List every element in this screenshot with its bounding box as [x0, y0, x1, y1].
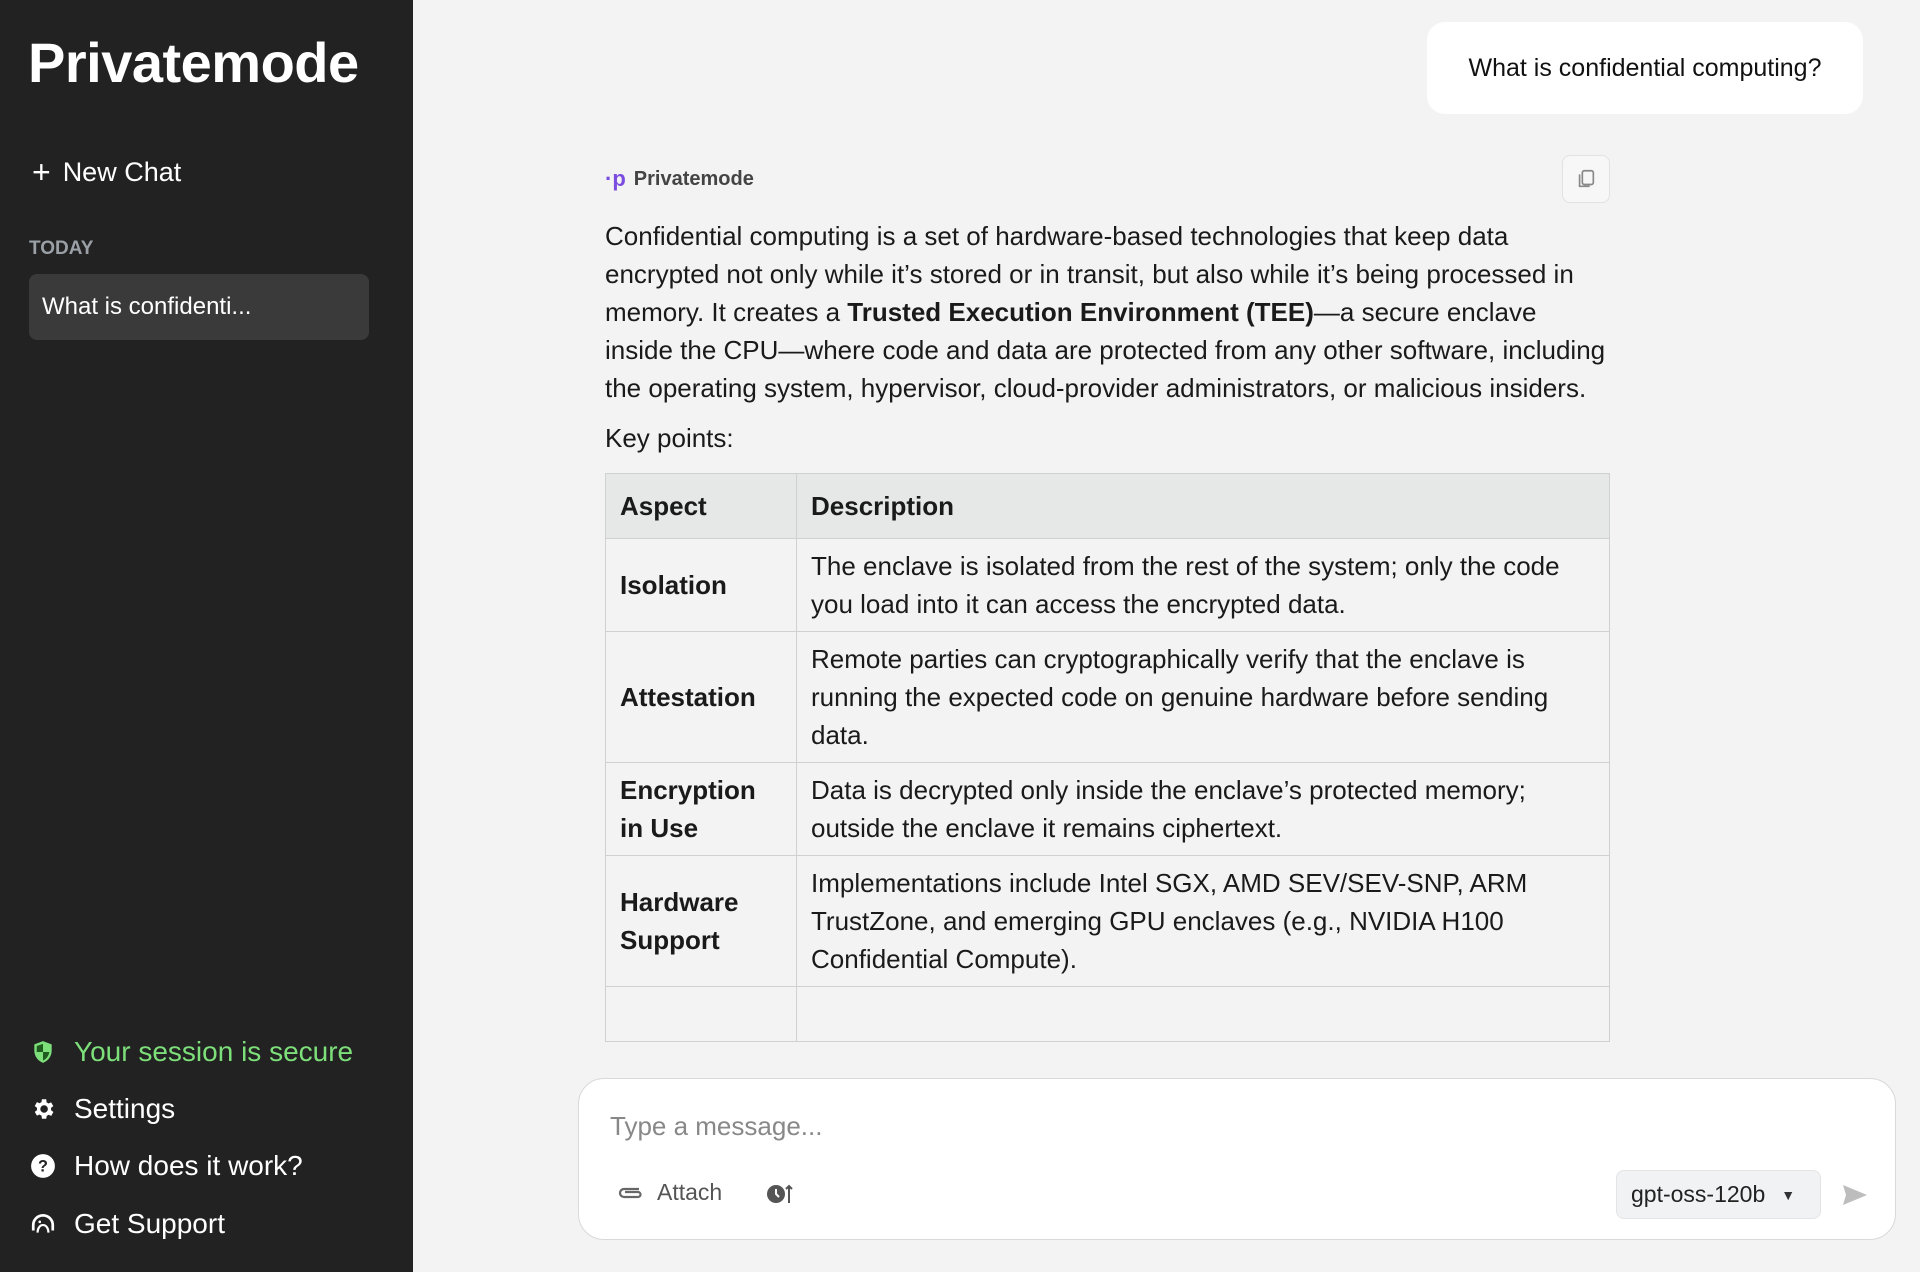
user-message: What is confidential computing?: [1427, 22, 1863, 114]
attach-button[interactable]: [617, 1179, 722, 1206]
copy-button[interactable]: [1562, 155, 1610, 203]
send-icon: [1841, 1183, 1869, 1207]
table-row: [606, 632, 1610, 763]
assistant-message: [605, 155, 1610, 1042]
clock-upload-icon: [765, 1181, 795, 1207]
table-header-row: [606, 474, 1610, 539]
chat-main: [413, 0, 1920, 1272]
model-select-value: gpt-oss-120b: [1631, 1181, 1766, 1207]
how-it-works-label: How does it work?: [74, 1150, 303, 1181]
settings-link[interactable]: [30, 1093, 175, 1125]
table-cell: Data is decrypted only inside the enclave’s protected memory; outside the enclave it remains ciphertext.: [797, 763, 1610, 856]
assistant-name: Privatemode: [633, 167, 754, 190]
svg-text:?: ?: [38, 1157, 48, 1176]
headset-icon: [30, 1211, 56, 1237]
plus-icon: +: [32, 154, 51, 190]
message-input[interactable]: Type a message...: [610, 1111, 823, 1141]
how-it-works-link[interactable]: [30, 1150, 303, 1182]
chevron-down-icon: ▼: [1781, 1186, 1796, 1203]
logo: Privatemode: [28, 31, 359, 94]
table-cell: [606, 987, 797, 1042]
model-select[interactable]: [1616, 1170, 1821, 1219]
session-secure-status[interactable]: [30, 1036, 353, 1068]
table-cell: Attestation: [606, 632, 797, 763]
privatemode-avatar-icon: ·p: [605, 166, 626, 191]
table-row: [606, 856, 1610, 987]
send-button[interactable]: [1841, 1183, 1869, 1212]
intro-text-end: —a secure enclave inside the CPU—where code and data are protected from any other software, including the operating system, hypervisor, cloud-provider administrators, or malicious insiders.: [605, 297, 1606, 403]
chat-history-item[interactable]: What is confidenti...: [29, 274, 369, 340]
table-cell: Implementations include Intel SGX, AMD SEV/SEV-SNP, ARM TrustZone, and emerging GPU enclaves (e.g., NVIDIA H100 Confidential Compute).: [797, 856, 1610, 987]
intro-bold: Trusted Execution Environment (TEE): [847, 297, 1314, 327]
help-circle-icon: [30, 1153, 56, 1179]
section-label-today: TODAY: [29, 238, 94, 259]
get-support-link[interactable]: [30, 1208, 225, 1240]
paperclip-icon: [617, 1183, 643, 1203]
table-cell: Hardware Support: [606, 856, 797, 987]
attach-label: Attach: [657, 1179, 723, 1205]
table-header: Aspect: [606, 474, 797, 539]
table-cell: Remote parties can cryptographically verify that the enclave is running the expected code on genuine hardware before sending data.: [797, 632, 1610, 763]
history-upload-button[interactable]: [765, 1181, 795, 1212]
new-chat-button[interactable]: [32, 154, 181, 191]
gear-icon: [30, 1096, 56, 1122]
session-status-label: Your session is secure: [74, 1036, 354, 1067]
key-points-table: [605, 473, 1610, 1042]
copy-icon: [1575, 168, 1597, 190]
message-composer[interactable]: [578, 1078, 1896, 1240]
assistant-paragraph: [605, 217, 1610, 407]
sidebar: [0, 0, 413, 1272]
table-cell: [797, 987, 1610, 1042]
table-row: [606, 763, 1610, 856]
new-chat-label: New Chat: [62, 157, 182, 187]
shield-icon: [30, 1039, 56, 1065]
table-header: Description: [797, 474, 1610, 539]
table-cell: Isolation: [606, 539, 797, 632]
get-support-label: Get Support: [74, 1208, 225, 1239]
intro-text: Confidential computing is a set of hardware-based technologies that keep data encrypted not only while it’s stored or in transit, but also while it’s being processed in memory. It creates a: [605, 221, 1574, 327]
table-row: [606, 987, 1610, 1042]
settings-label: Settings: [74, 1093, 176, 1124]
table-row: [606, 539, 1610, 632]
table-cell: The enclave is isolated from the rest of the system; only the code you load into it can access the encrypted data.: [797, 539, 1610, 632]
key-points-label: Key points:: [605, 423, 734, 453]
table-cell: Encryption in Use: [606, 763, 797, 856]
